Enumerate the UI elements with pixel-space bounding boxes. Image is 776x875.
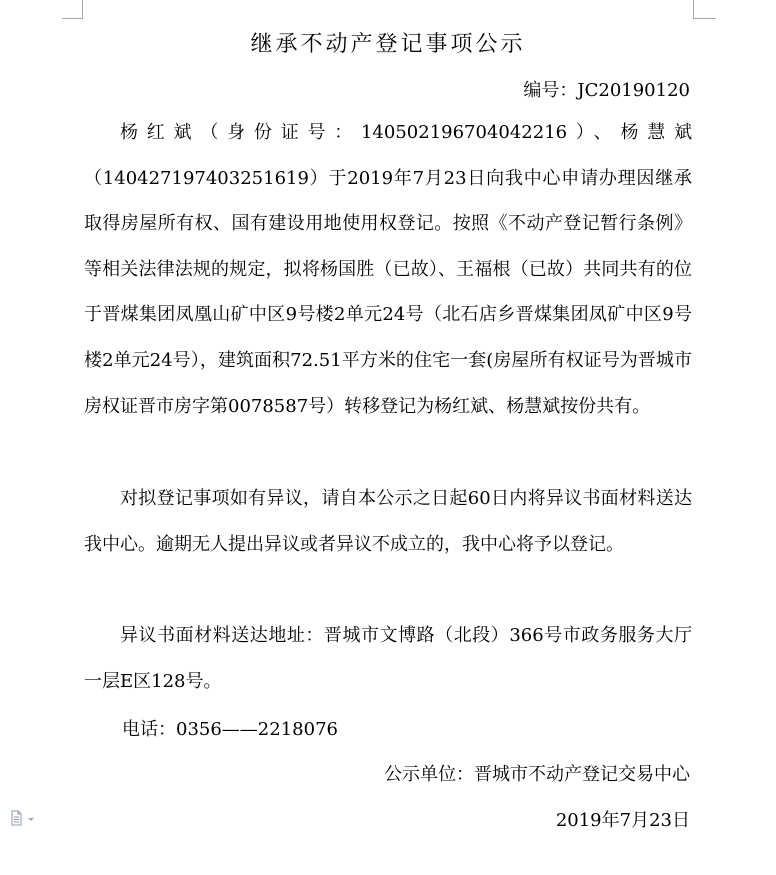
notice-paragraph-objection: 对拟登记事项如有异议，请自本公示之日起60日内将异议书面材料送达我中心。逾期无人提出异议或者异议不成立的，我中心将予以登记。 (84, 488, 692, 555)
page-corner-mark-top-left (62, 0, 83, 19)
issuing-unit: 公示单位：晋城市不动产登记交易中心 (384, 764, 690, 785)
document-paste-options-icon[interactable] (9, 810, 39, 828)
notice-paragraph-address: 异议书面材料送达地址：晋城市文博路（北段）366号市政务服务大厅一层E区128号。 (84, 625, 692, 692)
document-title: 继承不动产登记事项公示 (250, 32, 526, 57)
document-number: 编号：JC20190120 (523, 80, 690, 101)
notice-date: 2019年7月23日 (555, 810, 690, 831)
notice-paragraph-main: 杨红斌（身份证号：140502196704042216）、杨慧斌（140427197403251619）于2019年7月23日向我中心申请办理因继承取得房屋所有权、国有建设用地使用权登记。按照《不动产登记暂行条例》等相关法律法规的规定，拟将杨国胜（已故）、王福根（已故）共同共有的位于晋煤集团凤凰山矿中区9号楼2单元24号（北石店乡晋煤集团凤矿中区9号楼2单元24号），建筑面积72.51平方米的住宅一套(房屋所有权证号为晋城市房权证晋市房字第0078587号）转移登记为杨红斌、杨慧斌按份共有。 (84, 122, 692, 417)
page-corner-mark-top-right (693, 0, 716, 19)
contact-phone: 电话：0356——2218076 (122, 719, 338, 740)
